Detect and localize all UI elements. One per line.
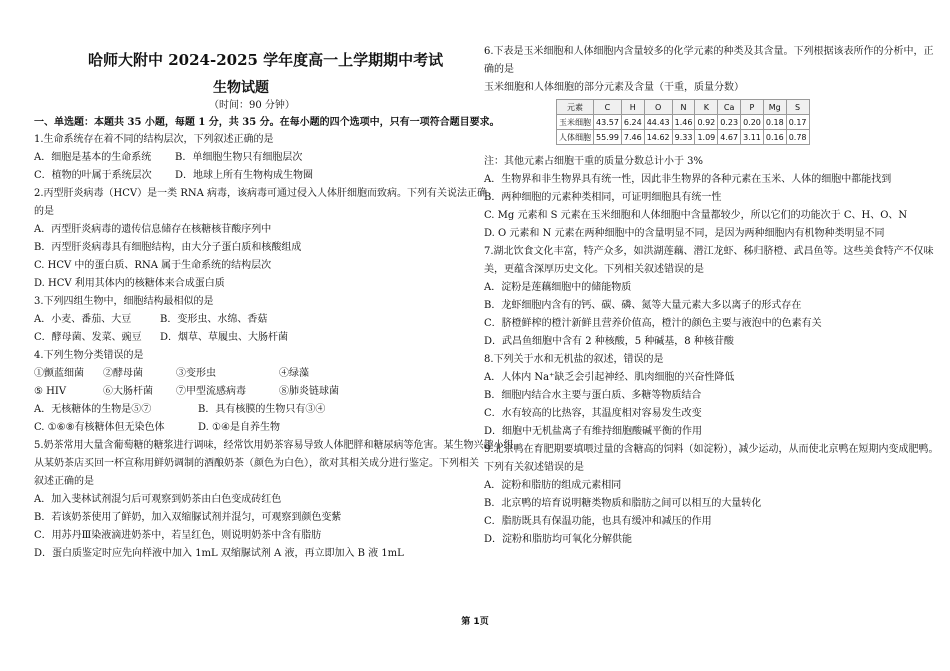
- table-header-cell: S: [786, 100, 809, 115]
- table-cell: 7.46: [621, 130, 644, 145]
- table-cell: 人体细胞: [557, 130, 594, 145]
- q4-item-4: ④绿藻: [279, 368, 309, 379]
- table-cell: 0.92: [695, 115, 718, 130]
- table-header-cell: C: [594, 100, 622, 115]
- q9-option-c: C．脂肪既具有保温功能，也具有缓冲和减压的作用: [484, 516, 712, 527]
- q5-option-c: C．用苏丹Ⅲ染液滴进奶茶中，若呈红色，则说明奶茶中含有脂肪: [34, 530, 322, 541]
- q9-stem-cont: 下列有关叙述错误的是: [484, 462, 584, 473]
- q3-stem: 3.下列四组生物中，细胞结构最相似的是: [34, 296, 214, 307]
- q1-option-a: A．细胞是基本的生命系统: [34, 152, 152, 163]
- table-cell: 0.20: [741, 115, 764, 130]
- table-row: [557, 115, 810, 130]
- q4-item-5: ⑤ HIV: [34, 386, 67, 397]
- q1-stem: 1.生命系统存在着不同的结构层次，下列叙述正确的是: [34, 134, 274, 145]
- q4-item-3: ③变形虫: [176, 368, 216, 379]
- q3-option-c: C．酵母菌、发菜、豌豆: [34, 332, 142, 343]
- q3-option-a: A．小麦、番茄、大豆: [34, 314, 132, 325]
- q6-note: 注：其他元素占细胞干重的质量分数总计小于 3%: [484, 156, 704, 167]
- table-header-cell: 元素: [557, 100, 594, 115]
- q9-stem: 9.北京鸭在育肥期要填喂过量的含糖高的饲料（如淀粉），减少运动，从而使北京鸭在短期内变成肥鸭。: [484, 444, 939, 455]
- q2-option-a: A．丙型肝炎病毒的遗传信息储存在核糖核苷酸序列中: [34, 224, 272, 235]
- table-header-cell: H: [621, 100, 644, 115]
- table-header-row: [557, 100, 810, 115]
- q4-stem: 4.下列生物分类错误的是: [34, 350, 144, 361]
- q7-option-a: A．淀粉是莲藕细胞中的储能物质: [484, 282, 632, 293]
- q8-option-b: B．细胞内结合水主要与蛋白质、多糖等物质结合: [484, 390, 702, 401]
- q6-option-d: D. O 元素和 N 元素在两种细胞中的含量明显不同，是因为两种细胞内有机物种类明显不同: [484, 228, 885, 239]
- exam-title: 哈师大附中 2024-2025 学年度高一上学期期中考试: [88, 51, 444, 69]
- q5-option-b: B．若该奶茶使用了鲜奶，加入双缩脲试剂并混匀，可观察到颜色变紫: [34, 512, 342, 523]
- table-cell: 0.78: [786, 130, 809, 145]
- q4-option-c: C. ①⑥⑧有核糖体但无染色体: [34, 422, 165, 433]
- q6-table-title: 玉米细胞和人体细胞的部分元素及含量（干重，质量分数）: [484, 82, 744, 93]
- q4-option-d: D. ①④是自养生物: [198, 422, 280, 433]
- q1-option-c: C．植物的叶属于系统层次: [34, 170, 152, 181]
- q3-option-d: D．烟草、草履虫、大肠杆菌: [160, 332, 289, 343]
- table-cell: 4.67: [718, 130, 741, 145]
- table-cell: 0.17: [786, 115, 809, 130]
- q8-option-c: C．水有较高的比热容，其温度相对容易发生改变: [484, 408, 702, 419]
- table-cell: 6.24: [621, 115, 644, 130]
- q2-stem: 2.丙型肝炎病毒（HCV）是一类 RNA 病毒，该病毒可通过侵入人体肝细胞而致病。下列有关说法正确: [34, 188, 487, 199]
- table-cell: 0.23: [718, 115, 741, 130]
- q5-stem-cont-1: 从某奶茶店买回一杯宣称用鲜奶调制的酒酿奶茶（颜色为白色），欲对其相关成分进行鉴定。下列相关: [34, 458, 479, 469]
- q5-option-a: A．加入斐林试剂混匀后可观察到奶茶由白色变成砖红色: [34, 494, 282, 505]
- q2-option-c: C. HCV 中的蛋白质、RNA 属于生命系统的结构层次: [34, 260, 272, 271]
- table-cell: 43.57: [594, 115, 622, 130]
- table-header-cell: P: [741, 100, 764, 115]
- table-cell: 1.46: [672, 115, 695, 130]
- q7-stem: 7.湖北饮食文化丰富，特产众多，如洪湖莲藕、潜江龙虾、秭归脐橙、武昌鱼等。这些美食特产不仅味: [484, 246, 934, 257]
- q8-option-a: A．人体内 Na⁺缺乏会引起神经、肌肉细胞的兴奋性降低: [484, 372, 735, 383]
- exam-subject: 生物试题: [213, 80, 269, 96]
- exam-time: （时间：90 分钟）: [209, 100, 295, 111]
- table-cell: 14.62: [644, 130, 672, 145]
- element-content-table: [556, 99, 810, 145]
- q6-option-c: C. Mg 元素和 S 元素在玉米细胞和人体细胞中含量都较少，所以它们的功能次于 C、H、O、N: [484, 210, 908, 221]
- q9-option-a: A．淀粉和脂肪的组成元素相同: [484, 480, 622, 491]
- table-row: [557, 130, 810, 145]
- table-header-cell: K: [695, 100, 718, 115]
- table-header-cell: Mg: [763, 100, 786, 115]
- q5-stem: 5.奶茶常用大量含葡萄糖的糖浆进行调味，经常饮用奶茶容易导致人体肥胖和糖尿病等危害。某生物兴趣小组: [34, 440, 514, 451]
- q8-stem: 8.下列关于水和无机盐的叙述，错误的是: [484, 354, 664, 365]
- q7-stem-cont: 美，更蕴含深厚历史文化。下列相关叙述错误的是: [484, 264, 704, 275]
- q4-item-1: ①颤蓝细菌: [34, 368, 84, 379]
- table-header-cell: Ca: [718, 100, 741, 115]
- q4-item-6: ⑥大肠杆菌: [103, 386, 153, 397]
- table-cell: 44.43: [644, 115, 672, 130]
- table-cell: 1.09: [695, 130, 718, 145]
- q8-option-d: D．细胞中无机盐离子有维持细胞酸碱平衡的作用: [484, 426, 703, 437]
- table-header-cell: O: [644, 100, 672, 115]
- page-number: 第 1页: [461, 617, 489, 627]
- q7-option-d: D．武昌鱼细胞中含有 2 种核酸，5 种碱基，8 种核苷酸: [484, 336, 734, 347]
- table-cell: 玉米细胞: [557, 115, 594, 130]
- q6-option-a: A．生物界和非生物界具有统一性，因此非生物界的各种元素在玉米、人体的细胞中都能找到: [484, 174, 892, 185]
- q6-option-b: B．两种细胞的元素种类相同，可证明细胞具有统一性: [484, 192, 722, 203]
- q9-option-b: B．北京鸭的培育说明糖类物质和脂肪之间可以相互的大量转化: [484, 498, 762, 509]
- section-heading: 一、单选题：本题共 35 小题，每题 1 分，共 35 分。在每小题的四个选项中，只有一项符合题目要求。: [34, 117, 500, 128]
- q3-option-b: B．变形虫、水绵、香菇: [160, 314, 268, 325]
- table-cell: 3.11: [741, 130, 764, 145]
- table-cell: 0.16: [763, 130, 786, 145]
- table-cell: 0.18: [763, 115, 786, 130]
- q4-item-7: ⑦甲型流感病毒: [176, 386, 246, 397]
- table-header-cell: N: [672, 100, 695, 115]
- q6-stem-cont: 确的是: [484, 64, 514, 75]
- q2-option-d: D. HCV 利用其体内的核糖体来合成蛋白质: [34, 278, 225, 289]
- q5-option-d: D．蛋白质鉴定时应先向样液中加入 1mL 双缩脲试剂 A 液，再立即加入 B 液 1mL: [34, 548, 404, 559]
- q4-item-2: ②酵母菌: [103, 368, 143, 379]
- q1-option-b: B．单细胞生物只有细胞层次: [175, 152, 303, 163]
- q7-option-c: C．脐橙鲜榨的橙汁新鲜且营养价值高，橙汁的颜色主要与液泡中的色素有关: [484, 318, 822, 329]
- q4-item-8: ⑧肺炎链球菌: [279, 386, 339, 397]
- q6-stem: 6.下表是玉米细胞和人体细胞内含量较多的化学元素的种类及其含量。下列根据该表所作的分析中，正: [484, 46, 934, 57]
- q5-stem-cont-2: 叙述正确的是: [34, 476, 94, 487]
- q1-option-d: D．地球上所有生物构成生物圈: [175, 170, 314, 181]
- q7-option-b: B．龙虾细胞内含有的钙、碳、磷、氮等大量元素大多以离子的形式存在: [484, 300, 802, 311]
- q4-option-b: B．具有核膜的生物只有③④: [198, 404, 326, 415]
- q2-option-b: B．丙型肝炎病毒具有细胞结构，由大分子蛋白质和核酸组成: [34, 242, 302, 253]
- q9-option-d: D．淀粉和脂肪均可氧化分解供能: [484, 534, 633, 545]
- table-cell: 9.33: [672, 130, 695, 145]
- table-cell: 55.99: [594, 130, 622, 145]
- q4-option-a: A．无核糖体的生物是⑤⑦: [34, 404, 152, 415]
- q2-stem-cont: 的是: [34, 206, 54, 217]
